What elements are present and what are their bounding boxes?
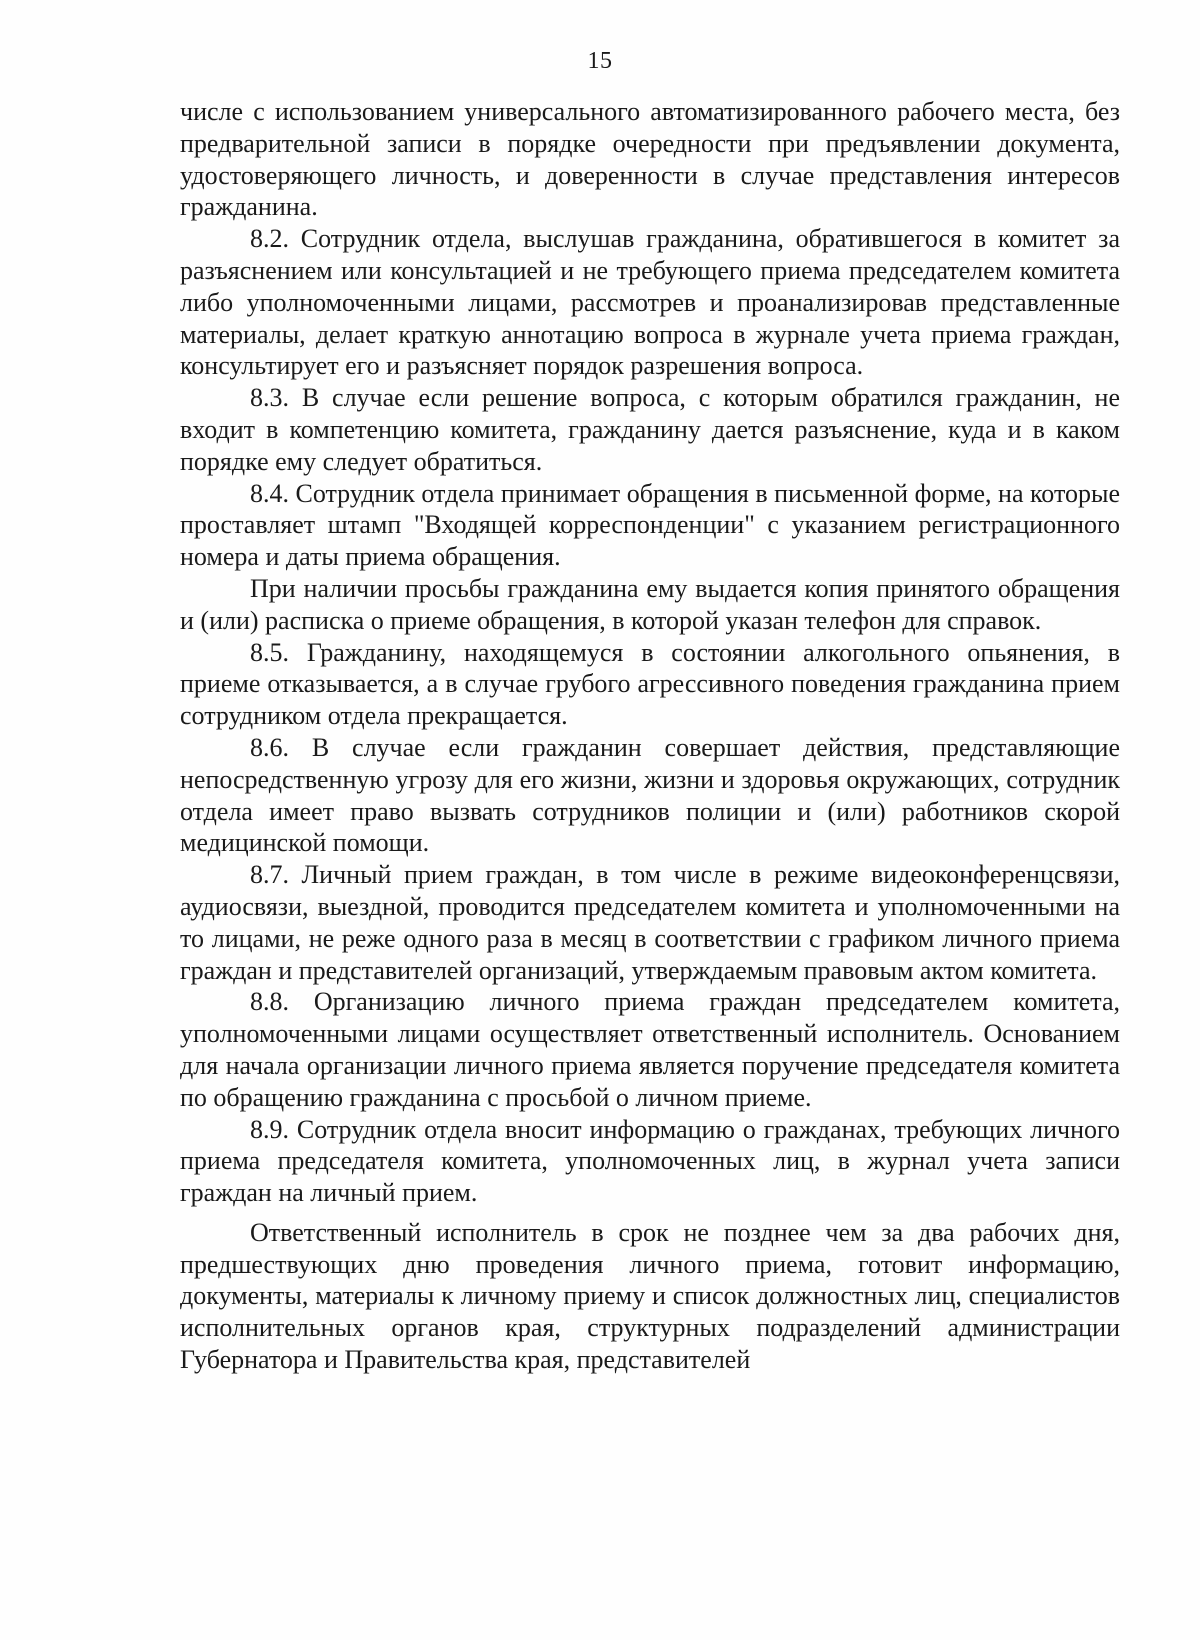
document-body	[180, 96, 1120, 1376]
paragraph-continuation: числе с использованием универсального автоматизированного рабочего места, без предварительной записи в порядке очередности при предъявлении документа, удостоверяющего личность, и доверенности в случае представления интересов гражданина.	[180, 97, 1120, 222]
paragraph-copy-request: При наличии просьбы гражданина ему выдается копия принятого обращения и (или) расписка о приеме обращения, в которой указан телефон для справок.	[180, 573, 1120, 635]
paragraph-8-9: 8.9. Сотрудник отдела вносит информацию о гражданах, требующих личного приема председателя комитета, уполномоченных лиц, в журнал учета записи граждан на личный прием.	[180, 1114, 1120, 1208]
page-number: 15	[587, 48, 613, 74]
paragraph-8-6: 8.6. В случае если гражданин совершает действия, представляющие непосредственную угрозу для его жизни, жизни и здоровья окружающих, сотрудник отдела имеет право вызвать сотрудников полиции и (или) работников скорой медицинской помощи.	[180, 732, 1120, 858]
paragraph-8-7: 8.7. Личный прием граждан, в том числе в режиме видеоконференцсвязи, аудиосвязи, выездной, проводится председателем комитета и уполномоченными на то лицами, не реже одного раза в месяц в соответствии с графиком личного приема граждан и представителей организаций, утверждаемым правовым актом комитета.	[180, 860, 1120, 985]
paragraph-8-4: 8.4. Сотрудник отдела принимает обращения в письменной форме, на которые проставляет штамп "Входящей корреспонденции" с указанием регистрационного номера и даты приема обращения.	[180, 478, 1120, 572]
paragraph-8-8: 8.8. Организацию личного приема граждан председателем комитета, уполномоченными лицами осуществляет ответственный исполнитель. Основанием для начала организации личного приема является поручение председателя комитета по обращению гражданина с просьбой о личном приеме.	[180, 987, 1120, 1112]
paragraph-8-2: 8.2. Сотрудник отдела, выслушав гражданина, обратившегося в комитет за разъяснением или консультацией и не требующего приема председателем комитета либо уполномоченными лицами, рассмотрев и проанализировав представленные материалы, делает краткую аннотацию вопроса в журнале учета приема граждан, консультирует его и разъясняет порядок разрешения вопроса.	[180, 224, 1120, 381]
paragraph-responsible-executor: Ответственный исполнитель в срок не позднее чем за два рабочих дня, предшествующих дню проведения личного приема, готовит информацию, документы, материалы к личному приему и список должностных лиц, специалистов исполнительных органов края, структурных подразделений администрации Губернатора и Правительства края, представителей	[180, 1217, 1120, 1375]
paragraph-8-3: 8.3. В случае если решение вопроса, с которым обратился гражданин, не входит в компетенцию комитета, гражданину дается разъяснение, куда и в каком порядке ему следует обратиться.	[180, 383, 1120, 476]
paragraph-8-5: 8.5. Гражданину, находящемуся в состоянии алкогольного опьянения, в приеме отказывается, а в случае грубого агрессивного поведения гражданина прием сотрудником отдела прекращается.	[180, 637, 1120, 731]
